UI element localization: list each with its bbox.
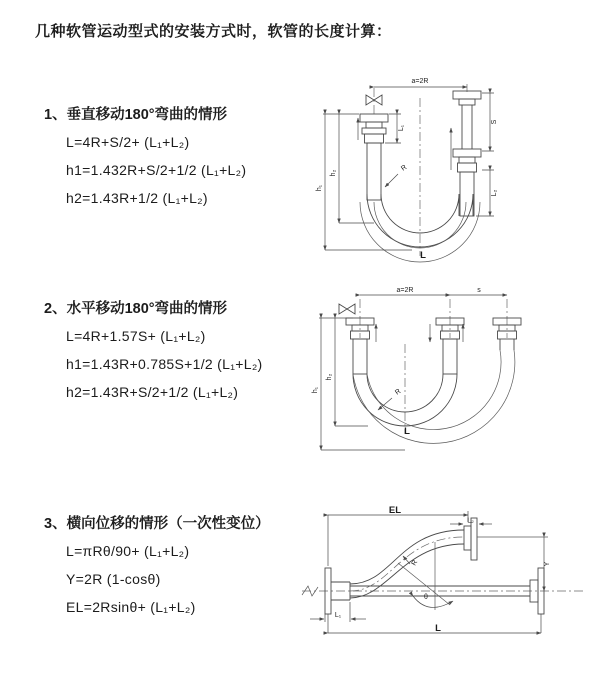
- label-l2: L₂: [491, 189, 498, 197]
- section-3-heading: 3、横向位移的情形（一次性变位）: [44, 516, 270, 532]
- pipe-break-icon: [302, 586, 318, 596]
- label-s: S: [491, 119, 498, 125]
- radius-callout: [378, 388, 402, 410]
- formula-line: h2=1.43R+1/2 (L₁+L₂): [66, 190, 208, 206]
- label-h2: h₂: [330, 169, 337, 177]
- braided-hose-middle: [443, 339, 457, 374]
- formula-line: h1=1.43R+0.785S+1/2 (L₁+L₂): [66, 356, 263, 372]
- label-l1: L₁: [398, 124, 405, 132]
- label-l2: L₂: [467, 517, 474, 525]
- dim-l2: [450, 518, 492, 525]
- braided-hose-right: [460, 172, 474, 216]
- section-3-formulas: [66, 537, 196, 621]
- pipe-walls-right: [462, 105, 472, 149]
- dim-s: [482, 93, 498, 151]
- label-l: L: [435, 623, 441, 634]
- diagram-horizontal-travel-180-bend: [310, 282, 592, 460]
- label-l: L: [420, 250, 426, 261]
- valve-icon: [339, 304, 355, 314]
- flange-fitting-left: [360, 114, 388, 143]
- formula-line: L=4R+1.57S+ (L₁+L₂): [66, 328, 206, 344]
- formula-line: h2=1.43R+S/2+1/2 (L₁+L₂): [66, 384, 239, 400]
- dim-h2: [326, 318, 368, 426]
- dim-travel-s: [450, 287, 507, 295]
- section-2-heading: 2、水平移动180°弯曲的情形: [44, 301, 228, 317]
- formula-line: L=πRθ/90+ (L₁+L₂): [66, 543, 190, 559]
- dim-h1: [312, 318, 405, 450]
- label-l: L: [404, 426, 410, 437]
- label-y: Y: [544, 561, 551, 567]
- radius-callout: [385, 164, 408, 187]
- diagram-lateral-offset: [298, 506, 592, 646]
- dim-span: [374, 78, 467, 87]
- label-h1: h₁: [312, 386, 319, 394]
- label-span: a=2R: [411, 78, 429, 85]
- label-h2: h₂: [326, 373, 333, 381]
- pipe-walls-right: [500, 339, 514, 350]
- braided-hose-left: [353, 339, 367, 374]
- diagram-vertical-travel-180-bend: [312, 70, 592, 260]
- hose-u-bend-arcs: [353, 350, 515, 443]
- dim-y: [544, 537, 551, 591]
- label-s: s: [477, 287, 481, 294]
- hose-s-curve: [350, 530, 464, 598]
- formula-line: Y=2R (1-cosθ): [66, 571, 161, 587]
- braided-hose-left: [367, 143, 381, 200]
- label-span: a=2R: [396, 287, 414, 294]
- label-theta: θ: [424, 594, 428, 601]
- flange-fitting-right-lower: [453, 149, 481, 172]
- label-el: EL: [388, 505, 402, 516]
- dim-l: [328, 614, 541, 634]
- label-r: R: [394, 388, 403, 397]
- flange-fitting-right-upper: [453, 91, 481, 105]
- section-2-formulas: [66, 322, 263, 406]
- label-r: R: [410, 559, 420, 567]
- dim-span: [360, 287, 450, 295]
- formula-line: EL=2Rsinθ+ (L₁+L₂): [66, 599, 196, 615]
- centerline: [360, 299, 507, 434]
- dim-l1: [310, 602, 366, 622]
- section-1-formulas: [66, 128, 246, 212]
- section-1-heading: 1、垂直移动180°弯曲的情形: [44, 107, 228, 123]
- label-l1: L₁: [334, 612, 342, 619]
- label-r: R: [400, 164, 409, 173]
- label-h1: h₁: [316, 184, 323, 192]
- formula-line: L=4R+S/2+ (L₁+L₂): [66, 134, 190, 150]
- page-title: 几种软管运动型式的安装方式时，软管的长度计算：: [35, 23, 392, 40]
- formula-line: h1=1.432R+S/2+1/2 (L₁+L₂): [66, 162, 247, 178]
